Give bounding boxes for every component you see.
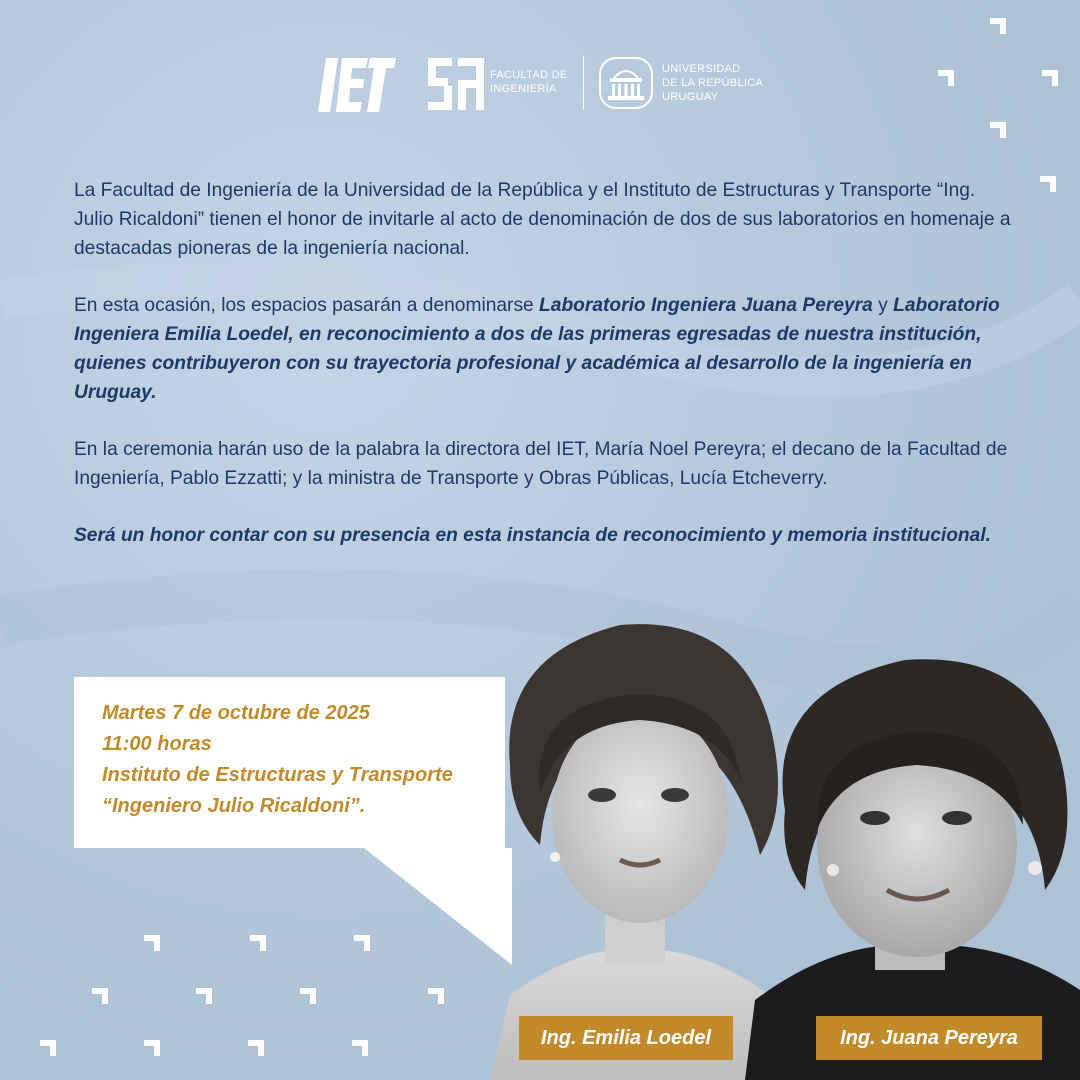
udelar-line-2: DE LA REPÚBLICA <box>662 77 764 89</box>
event-details <box>102 698 502 822</box>
paragraph-intro: La Facultad de Ingeniería de la Universidad de la República y el Instituto de Estructuras y Transporte “Ing. Julio Ricaldoni” tienen el honor de invitarle al acto de denominación de dos de sus laboratorios en homenaje a destacadas pioneras de la ingeniería nacional. <box>74 180 1011 259</box>
name-tag-emilia-loedel: Ing. Emilia Loedel <box>519 1016 733 1060</box>
lab-emilia-loedel: Laboratorio Ingeniera Emilia Loedel <box>74 295 1000 345</box>
labs-intro: En esta ocasión, los espacios pasarán a denominarse <box>74 295 540 316</box>
paragraph-closing: Será un honor contar con su presencia en esta instancia de reconocimiento y memoria institucional. <box>74 525 991 546</box>
fing-line-1: FACULTAD DE <box>490 69 568 81</box>
fing-line-2: INGENIERÍA <box>490 83 557 95</box>
udelar-line-1: UNIVERSIDAD <box>662 63 741 75</box>
labs-and: y <box>872 295 894 316</box>
labs-recognition: , en reconocimiento a dos de las primeras egresadas de nuestra institución, quienes contribuyeron con su trayectoria profesional y académica al desarrollo de la ingeniería en Uruguay. <box>74 324 982 403</box>
event-date: Martes 7 de octubre de 2025 <box>102 702 370 724</box>
paragraph-speakers: En la ceremonia harán uso de la palabra la directora del IET, María Noel Pereyra; el decano de la Facultad de Ingeniería, Pablo Ezzatti; y la ministra de Transporte y Obras Públicas, Lucía Etcheverry. <box>74 439 1008 489</box>
event-place-line-2: “Ingeniero Julio Ricaldoni”. <box>102 795 366 817</box>
event-place-line-1: Instituto de Estructuras y Transporte <box>102 764 453 786</box>
name-tag-juana-pereyra: Ing. Juana Pereyra <box>816 1016 1042 1060</box>
lab-juana-pereyra: Laboratorio Ingeniera Juana Pereyra <box>539 295 873 316</box>
event-time: 11:00 horas <box>102 733 212 755</box>
udelar-line-3: URUGUAY <box>662 91 719 103</box>
